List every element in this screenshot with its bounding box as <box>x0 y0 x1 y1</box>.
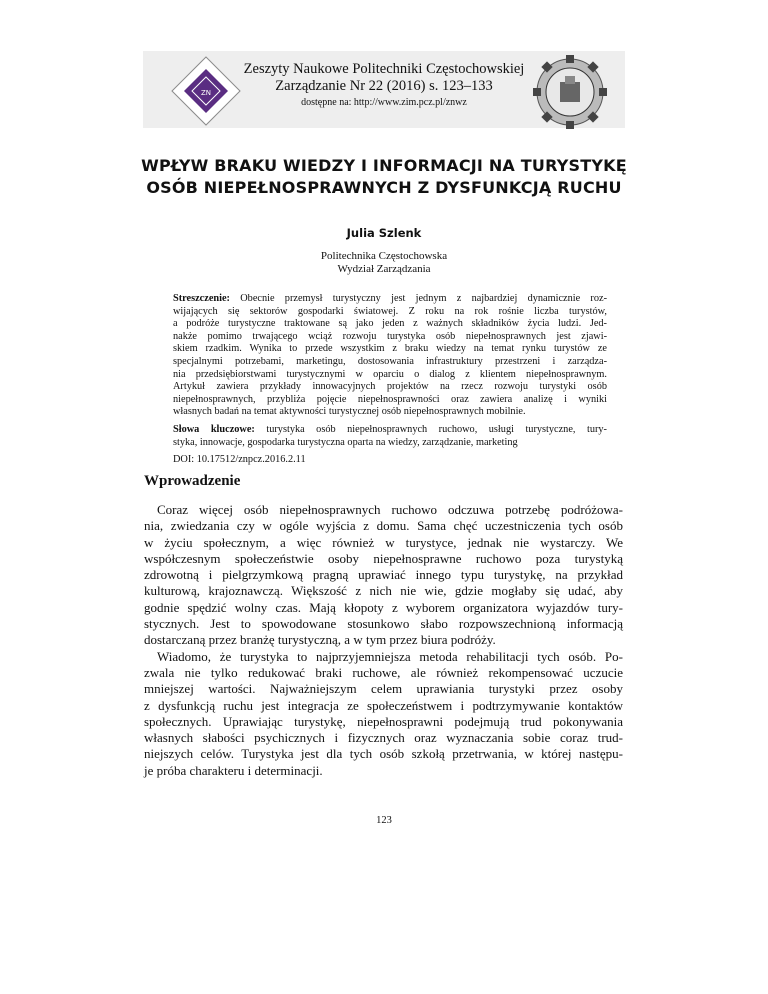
keywords <box>173 424 607 449</box>
svg-text:ZN: ZN <box>200 89 212 97</box>
article-title <box>100 155 668 199</box>
body-line: współczesnym społeczeństwie osoby niepełnosprawne ruchowo poza turystyką <box>144 550 623 566</box>
abstract-line: nia przedsiębiorstwami turystycznymi w oparciu o dialog z klientem niepełnosprawnym. <box>173 368 607 380</box>
keywords-line: Słowa kluczowe: turystyka osób niepełnosprawnych ruchowo, usługi turystyczne, tury- <box>173 423 607 435</box>
keywords-label: Słowa kluczowe: <box>173 423 255 435</box>
body-line: stycznych. Jest to spowodowane stosunkowo słabo rozpowszechnioną informacją <box>144 616 623 632</box>
abstract-line: wijających się sektorów gospodarki światowej. Z roku na rok rośnie liczba turystów, <box>173 305 607 317</box>
abstract-line: nakże pomimo trwającego wciąż rozwoju turystyka osób niepełnosprawnych jest zjawi- <box>173 330 607 342</box>
body-line: nia, zwiedzania czy w ogóle wyjścia z domu. Sama chęć uczestniczenia tych osób <box>144 518 623 534</box>
body-line: w życiu społecznym, a więc również w turystyce, jednak nie wystarczy. We <box>144 534 623 550</box>
body-line: własnych słabości psychicznych i fizycznych oraz wyznaczania sobie coraz trud- <box>144 730 623 746</box>
article-title-line: WPŁYW BRAKU WIEDZY I INFORMACJI NA TURYSTYKĘ <box>141 156 627 175</box>
affiliation-line: Wydział Zarządzania <box>337 263 431 275</box>
body-line: zdrowotną i pielgrzymkową pragną uprawiać innego typu turystykę, na przykład <box>144 567 623 583</box>
section-body <box>144 502 623 779</box>
body-line: zwala nie tylko redukować braki ruchowe, ale również rekompensować uczucie <box>144 664 623 680</box>
body-line: godnie spędzić wolny czas. Mają kłopoty z wyborem organizatora wyjazdów tury- <box>144 599 623 615</box>
keywords-line: styka, innowacje, gospodarka turystyczna oparta na wiedzy, zarządzanie, marketing <box>173 436 518 448</box>
body-line: kulturową, krajoznawczą. Większość z nich nie wie, gdzie mogłaby się udać, aby <box>144 583 623 599</box>
body-line: Coraz więcej osób niepełnosprawnych ruchowo odczuwa potrzebę podróżowa- <box>157 502 623 517</box>
abstract-line: a podróże turystyczne traktowane są jako jeden z ważnych składników życia ludzi. Jed- <box>173 318 607 330</box>
abstract-line: Artykuł zawiera przykłady innowacyjnych projektów na rzecz rozwoju turystyki osób <box>173 381 607 393</box>
body-line: z dysfunkcją ruchu jest integracja ze społeczeństwem i podtrzymywanie kontaktów <box>144 697 623 713</box>
journal-name: Zeszyty Naukowe Politechniki Częstochowskiej <box>243 61 525 77</box>
university-gear-emblem-icon <box>532 54 608 130</box>
journal-issue: Zarządzanie Nr 22 (2016) s. 123–133 <box>275 78 493 94</box>
affiliation-line: Politechnika Częstochowska <box>320 250 448 262</box>
author-name: Julia Szlenk <box>346 226 422 240</box>
author-affiliation <box>0 250 768 276</box>
body-line: je próba charakteru i determinacji. <box>144 762 323 778</box>
abstract-label: Streszczenie: <box>173 293 230 304</box>
abstract-line: własnych badań na temat aktywności turystycznej osób niepełnosprawnych mobilnie. <box>173 406 526 418</box>
article-title-line: OSÓB NIEPEŁNOSPRAWNYCH Z DYSFUNKCJĄ RUCHU <box>146 178 622 197</box>
abstract-line: specjalnymi potrzebami, marketingu, dostosowania infrastruktury przestrzeni i zarządza- <box>173 355 607 367</box>
abstract-line: Streszczenie: Obecnie przemysł turystyczny jest jednym z najbardziej dynamicznie roz- <box>173 293 607 304</box>
body-line: mniejszej wartości. Najważniejszym celem uprawiania turystyki przez osoby <box>144 681 623 697</box>
body-line: dostarczaną przez branżę turystyczną, a w tym przez biura podróży. <box>144 632 496 648</box>
abstract <box>173 293 607 467</box>
body-line: niejszych celów. Turystyka jest dla tych osób szkołą przetrwania, w której następu- <box>144 746 623 762</box>
abstract-line: niepełnosprawnych, przybliża pojęcie niepełnosprawności oraz zawiera analizę i wyniki <box>173 393 607 405</box>
abstract-line: skiem rzadkim. Wynika to przede wszystkim z braku wiedzy na temat rynku turystów ze <box>173 343 607 355</box>
journal-url: dostępne na: http://www.zim.pcz.pl/znwz <box>301 97 467 108</box>
doi: DOI: 10.17512/znpcz.2016.2.11 <box>173 454 306 466</box>
page-number: 123 <box>376 815 392 826</box>
body-line: społecznych. Uprawiając turystykę, niepełnosprawni podejmują trud pokonywania <box>144 713 623 729</box>
body-line: Wiadomo, że turystyka to najprzyjemniejsza metoda rehabilitacji tych osób. Po- <box>157 648 623 664</box>
section-heading: Wprowadzenie <box>144 473 241 489</box>
